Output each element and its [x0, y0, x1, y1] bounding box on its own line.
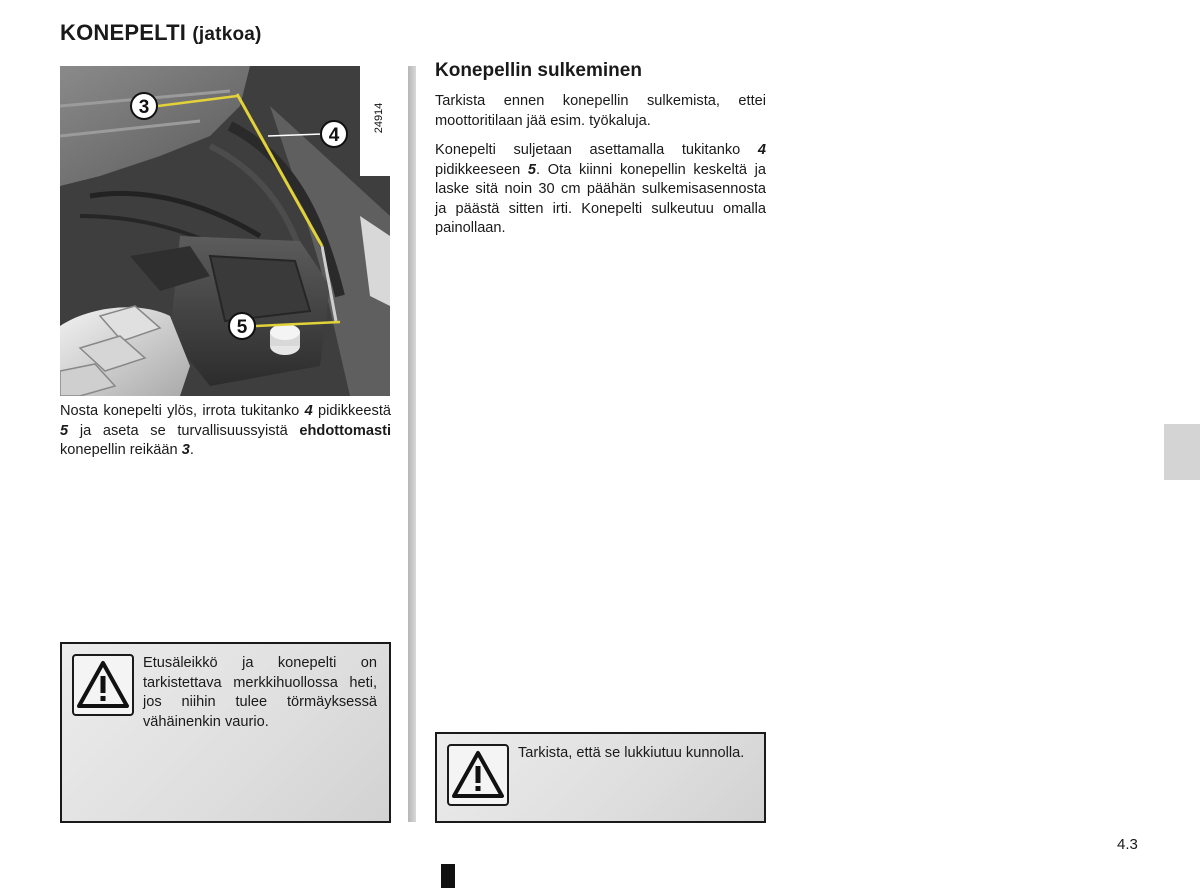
caption-text-1: Nosta konepelti ylös, irrota tukitanko [60, 403, 305, 419]
callout-3-label: 3 [138, 97, 150, 118]
closing-section [435, 60, 766, 249]
title-subtitle: (jatkoa) [192, 24, 262, 45]
caption-text-2: pidikkeestä [312, 403, 391, 419]
caption-ref-3: 3 [181, 442, 190, 458]
warning-box-right [435, 732, 766, 823]
callout-3 [131, 93, 157, 119]
page-title [60, 20, 262, 46]
para2-text-3: . Ota kiinni konepellin keskeltä ja laske sitä noin 30 cm päähän sulkemisasennosta ja päästä sitten irti. Konepelti sulkeutuu omalla painollaan. [435, 161, 766, 236]
figure-caption [60, 402, 391, 461]
para2-text-2: pidikkeeseen [435, 161, 528, 178]
callout-5 [229, 313, 255, 339]
callout-4 [321, 121, 347, 147]
para2-text-1: Konepelti suljetaan asettamalla tukitanko [435, 142, 758, 158]
caption-ref-4: 4 [304, 403, 313, 419]
caption-emphasis: ehdottomasti [299, 422, 391, 439]
engine-bay-photo [60, 66, 390, 396]
caption-ref-5: 5 [60, 422, 69, 439]
paragraph-2 [435, 141, 766, 239]
page-number: 4.3 [1117, 836, 1138, 853]
warning-text-left: Etusäleikkö ja konepelti on tarkistettava merkkihuollossa heti, jos niihin tulee törmäyksessä vähäinenkin vaurio. [143, 655, 377, 730]
para2-ref-5: 5 [527, 161, 537, 178]
engine-bay-illustration [60, 66, 390, 396]
caption-text-5: . [189, 442, 194, 458]
crop-mark [441, 864, 455, 888]
paragraph-1: Tarkista ennen konepellin sulkemista, ettei moottoritilaan jää esim. työkaluja. [435, 93, 766, 129]
callout-4-label: 4 [328, 125, 340, 146]
caption-text-3: ja aseta se turvallisuussyistä [68, 422, 300, 439]
column-divider [408, 66, 416, 822]
warning-triangle-icon [447, 744, 509, 806]
warning-box-left [60, 642, 391, 823]
caption-text-4: konepellin reikään [60, 442, 182, 458]
warning-text-right: Tarkista, että se lukkiutuu kunnolla. [518, 745, 745, 761]
figure-reference-number: 24914 [373, 102, 385, 134]
callout-5-label: 5 [236, 317, 248, 338]
section-heading: Konepellin sulkeminen [435, 60, 642, 81]
title-main: KONEPELTI [60, 20, 187, 45]
chapter-tab [1164, 424, 1200, 480]
warning-triangle-icon [72, 654, 134, 716]
para2-ref-4: 4 [757, 142, 766, 158]
